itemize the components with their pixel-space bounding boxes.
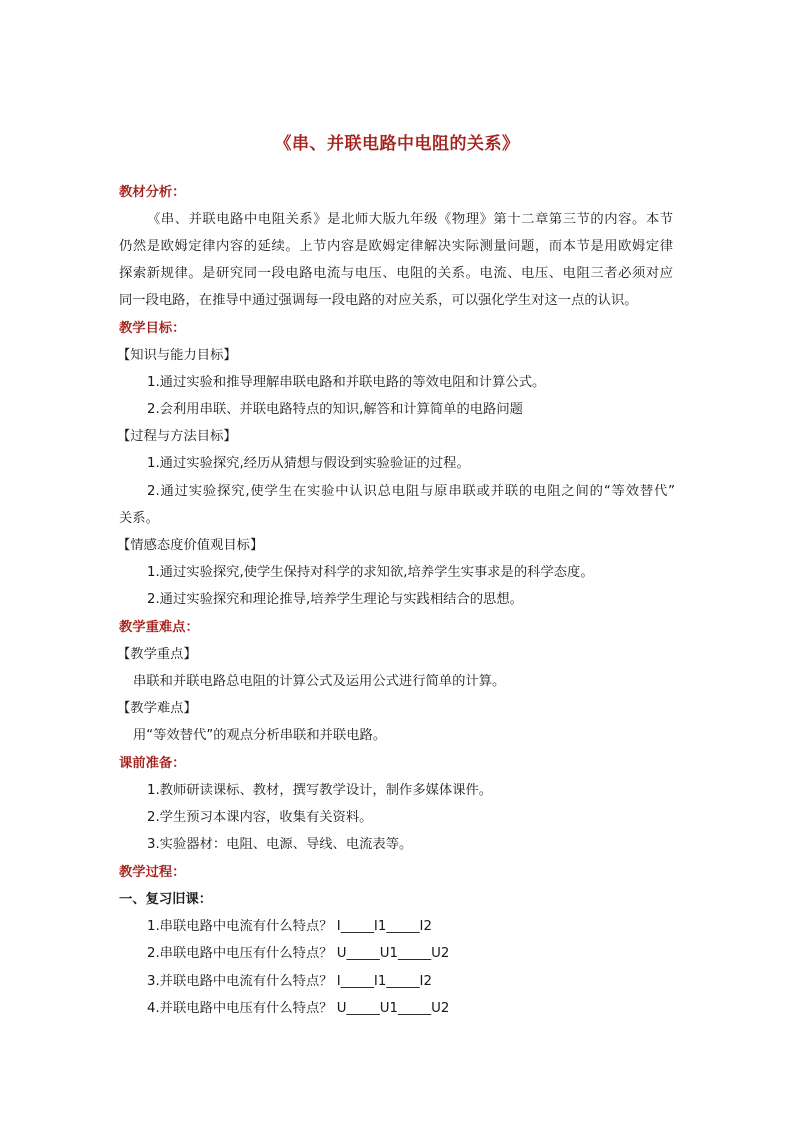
process-goal-item: 1.通过实验探究,经历从猜想与假设到实验验证的过程。 (147, 456, 470, 471)
knowledge-goal-item: 1.通过实验和推导理解串联电路和并联电路的等效电阻和计算公式。 (147, 375, 546, 390)
preparation-item: 2.学生预习本课内容，收集有关资料。 (147, 810, 373, 825)
section-heading-process: 教学过程： (119, 865, 186, 880)
analysis-line: 同一段电路，在推导中通过强调每一段电路的对应关系，可以强化学生对这一点的认识。 (119, 293, 638, 308)
process-goal-item: 2.通过实验探究,使学生在实验中认识总电阻与原串联或并联的电阻之间的“等效替代” (147, 484, 675, 499)
process-goal-label: 【过程与方法目标】 (117, 429, 237, 444)
review-question: 2.串联电路中电压有什么特点？ U_____U1_____U2 (147, 946, 450, 961)
focus-label: 【教学重点】 (117, 647, 197, 662)
analysis-line: 仍然是欧姆定律内容的延续。上节内容是欧姆定律解决实际测量问题，而本节是用欧姆定律 (119, 239, 673, 254)
process-goal-continuation: 关系。 (119, 511, 159, 526)
emotion-goal-item: 2.通过实验探究和理论推导,培养学生理论与实践相结合的思想。 (147, 592, 523, 607)
emotion-goal-label: 【情感态度价值观目标】 (117, 538, 264, 553)
focus-text: 串联和并联电路总电阻的计算公式及运用公式进行简单的计算。 (133, 674, 506, 689)
review-heading: 一、复习旧课： (119, 892, 213, 907)
knowledge-goal-item: 2.会利用串联、并联电路特点的知识,解答和计算简单的电路问题 (147, 402, 523, 417)
knowledge-goal-label: 【知识与能力目标】 (117, 348, 237, 363)
review-question: 1.串联电路中电流有什么特点？ I_____I1_____I2 (147, 919, 432, 934)
review-question: 3.并联电路中电流有什么特点？ I_____I1_____I2 (147, 974, 432, 989)
preparation-item: 1.教师研读课标、教材，撰写教学设计，制作多媒体课件。 (147, 783, 493, 798)
document-title: 《串、并联电路中电阻的关系》 (274, 134, 520, 154)
section-heading-goals: 教学目标： (119, 321, 186, 336)
section-heading-preparation: 课前准备： (119, 756, 186, 771)
analysis-line: 探索新规律。是研究同一段电路电流与电压、电阻的关系。电流、电压、电阻三者必须对应 (119, 266, 673, 281)
section-heading-keypoints: 教学重难点： (119, 620, 199, 635)
difficulty-label: 【教学难点】 (117, 701, 197, 716)
emotion-goal-item: 1.通过实验探究,使学生保持对科学的求知欲,培养学生实事求是的科学态度。 (147, 565, 594, 580)
analysis-line: 《串、并联电路中电阻关系》是北师大版九年级《物理》第十二章第三节的内容。本节 (147, 212, 673, 227)
preparation-item: 3.实验器材：电阻、电源、导线、电流表等。 (147, 837, 413, 852)
review-question: 4.并联电路中电压有什么特点？ U_____U1_____U2 (147, 1001, 450, 1016)
section-heading-analysis: 教材分析： (119, 185, 186, 200)
difficulty-text: 用“等效替代”的观点分析串联和并联电路。 (133, 728, 387, 743)
